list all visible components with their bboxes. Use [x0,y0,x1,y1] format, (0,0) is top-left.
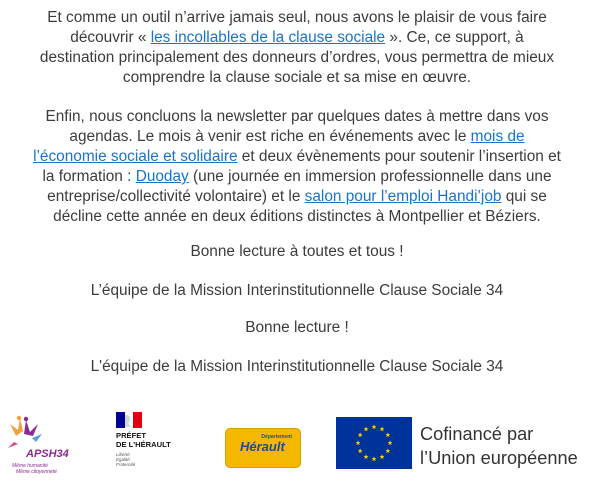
text-fragment: la formation : [42,168,136,185]
text-line [14,127,580,147]
eu-text-line-2: l’Union européenne [420,448,578,468]
eu-star [364,454,369,459]
text-fragment: (une journée en immersion professionnelle dans une [188,168,552,185]
text-line: Et comme un outil n’arrive jamais seul, nous avons le plaisir de vous faire [47,9,547,26]
eu-star [372,456,377,461]
herault-dept-label: Département [261,434,292,440]
text-line: comprendre la clause sociale et sa mise en œuvre. [122,69,472,86]
text-fragment: qui se [501,188,547,205]
text-line: décline cette année en deux éditions distinctes à Montpellier et Béziers. [53,208,541,225]
eu-stars [336,417,412,469]
paragraph-incollables [14,8,580,88]
eu-cofinance-text [420,422,578,470]
link-handijob[interactable]: salon pour l’emploi Handi’job [304,188,502,205]
eu-star [380,454,385,459]
link-incollables[interactable]: les incollables de la clause sociale [150,29,386,46]
eu-star [356,440,361,445]
herault-name: Hérault [240,439,285,454]
motto-fraternite: Fraternité [116,462,136,467]
eu-star [364,427,369,432]
apsh-name: APSH34 [26,448,69,460]
prefet-motto [116,452,135,467]
text-fragment: découvrir « [70,29,151,46]
paragraph-agenda [14,107,580,227]
eu-star [380,427,385,432]
eu-star [372,424,377,429]
prefet-line-2: DE L'HÉRAULT [116,439,171,449]
link-duoday[interactable]: Duoday [135,168,189,185]
eu-text-line-1: Cofinancé par [420,424,534,444]
eu-flag-icon [336,417,412,469]
link-mois-ess-part2[interactable]: l’économie sociale et solidaire [33,148,238,165]
motto-egalite: Égalité [116,457,130,462]
closing-text-1: Bonne lecture à toutes et tous ! [190,243,404,260]
text-fragment: entreprise/collectivité volontaire) et le [47,188,305,205]
motto-liberte: Liberté [116,452,130,457]
apsh-motto-1: Même humanité [12,463,48,469]
prefet-herault-logo [115,410,187,476]
apsh-star-figures-icon [6,414,46,452]
eu-star [385,448,390,453]
partner-logos [0,408,594,483]
prefet-line-1: PRÉFET [116,431,146,440]
text-fragment: et deux évènements pour soutenir l’insertion et [237,148,561,165]
text-line: destination principalement des donneurs d’ordres, vous permettra de mieux [39,49,555,66]
eu-star [385,432,390,437]
closing-text-2: Bonne lecture ! [245,319,349,336]
eu-star [388,440,393,445]
text-line [14,147,580,167]
apsh-logo [2,414,94,476]
text-line [14,28,580,48]
text-line [14,167,580,187]
apsh-motto-2: Même citoyenneté [16,469,57,475]
link-mois-ess-part1[interactable]: mois de [470,128,525,145]
text-fragment: ». Ce, ce support, à [385,29,524,46]
marianne-icon [116,412,142,428]
herault-department-logo [225,428,301,468]
eu-star [358,448,363,453]
text-line [14,187,580,207]
signature-1: L’équipe de la Mission Interinstitutionnelle Clause Sociale 34 [90,282,504,299]
text-line: Enfin, nous concluons la newsletter par quelques dates à mettre dans vos [45,108,549,125]
eu-star [358,432,363,437]
signature-2: L'équipe de la Mission Interinstitutionnelle Clause Sociale 34 [90,358,504,375]
text-fragment: agendas. Le mois à venir est riche en événements avec le [69,128,471,145]
prefet-title [116,432,171,449]
